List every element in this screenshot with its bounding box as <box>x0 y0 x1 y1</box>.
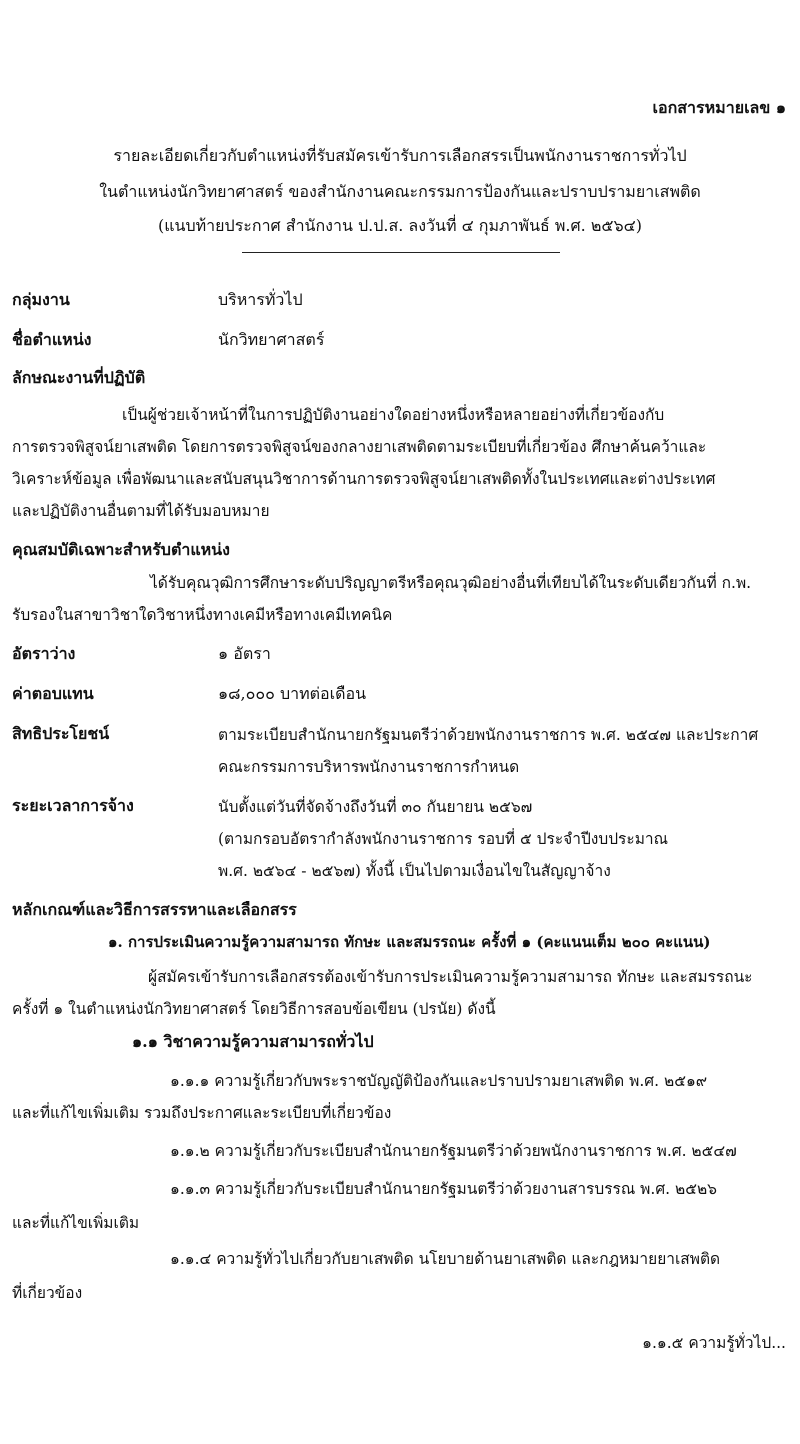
benefits-line-2: คณะกรรมการบริหารพนักงานราชการกำหนด <box>218 758 520 776</box>
header-line-1: รายละเอียดเกี่ยวกับตำแหน่งที่รับสมัครเข้ารับการเลือกสรรเป็นพนักงานราชการทั่วไป <box>113 146 687 165</box>
selection-item-1-desc-2: ครั้งที่ ๑ ในตำแหน่งนักวิทยาศาสตร์ โดยวิธีการสอบข้อเขียน (ปรนัย) ดังนี้ <box>12 1000 496 1018</box>
salary-label: ค่าตอบแทน <box>12 684 94 703</box>
employment-period-label: ระยะเวลาการจ้าง <box>12 796 134 815</box>
position-label: ชื่อตำแหน่ง <box>12 330 92 349</box>
duties-line-1: เป็นผู้ช่วยเจ้าหน้าที่ในการปฏิบัติงานอย่างใดอย่างหนึ่งหรือหลายอย่างที่เกี่ยวข้องกับ <box>122 406 665 424</box>
position-value: นักวิทยาศาสตร์ <box>218 330 325 349</box>
selection-sub-1-3-line-2: และที่แก้ไขเพิ่มเติม <box>12 1214 140 1232</box>
salary-value: ๑๘,๐๐๐ บาทต่อเดือน <box>218 684 367 703</box>
qualification-line-1: ได้รับคุณวุฒิการศึกษาระดับปริญญาตรีหรือคุณวุฒิอย่างอื่นที่เทียบได้ในระดับเดียวกันที่ ก.พ. <box>150 574 752 592</box>
selection-sub-1-3-line-1: ๑.๑.๓ ความรู้เกี่ยวกับระเบียบสำนักนายกรัฐมนตรีว่าด้วยงานสารบรรณ พ.ศ. ๒๕๒๖ <box>170 1180 718 1198</box>
selection-heading: หลักเกณฑ์และวิธีการสรรหาและเลือกสรร <box>12 900 297 919</box>
vacancy-value: ๑ อัตรา <box>218 644 271 663</box>
selection-sub-1-1-line-2: และที่แก้ไขเพิ่มเติม รวมถึงประกาศและระเบียบที่เกี่ยวข้อง <box>12 1104 392 1122</box>
selection-sub-1-1-line-1: ๑.๑.๑ ความรู้เกี่ยวกับพระราชบัญญัติป้องกันและปราบปรามยาเสพติด พ.ศ. ๒๕๑๙ <box>170 1072 708 1090</box>
qualification-line-2: รับรองในสาขาวิชาใดวิชาหนึ่งทางเคมีหรือทางเคมีเทคนิค <box>12 606 393 624</box>
header-line-2: ในตำแหน่งนักวิทยาศาสตร์ ของสำนักงานคณะกรรมการป้องกันและปราบปรามยาเสพติด <box>99 182 701 201</box>
benefits-line-1: ตามระเบียบสำนักนายกรัฐมนตรีว่าด้วยพนักงานราชการ พ.ศ. ๒๕๔๗ และประกาศ <box>218 726 759 744</box>
header-line-3: (แนบท้ายประกาศ สำนักงาน ป.ป.ส. ลงวันที่ ๔ กุมภาพันธ์ พ.ศ. ๒๕๖๔) <box>157 216 643 235</box>
duties-line-2: การตรวจพิสูจน์ยาเสพติด โดยการตรวจพิสูจน์ของกลางยาเสพติดตามระเบียบที่เกี่ยวข้อง ศึกษาค้นคว้าและ <box>12 438 707 456</box>
duties-line-4: และปฏิบัติงานอื่นตามที่ได้รับมอบหมาย <box>12 502 270 520</box>
duties-heading: ลักษณะงานที่ปฏิบัติ <box>12 368 146 387</box>
selection-sub-1: ๑.๑ วิชาความรู้ความสามารถทั่วไป <box>132 1032 374 1051</box>
employment-period-line-2: (ตามกรอบอัตรากำลังพนักงานราชการ รอบที่ ๕ ประจำปีงบประมาณ <box>218 830 668 848</box>
vacancy-label: อัตราว่าง <box>12 644 76 663</box>
selection-sub-1-4-line-1: ๑.๑.๔ ความรู้ทั่วไปเกี่ยวกับยาเสพติด นโยบายด้านยาเสพติด และกฎหมายยาเสพติด <box>170 1250 721 1268</box>
document-number: เอกสารหมายเลข ๑ <box>652 98 786 117</box>
header-divider <box>242 252 560 253</box>
group-label: กลุ่มงาน <box>12 290 70 309</box>
selection-sub-1-4-line-2: ที่เกี่ยวข้อง <box>12 1284 83 1302</box>
duties-line-3: วิเคราะห์ข้อมูล เพื่อพัฒนาและสนับสนุนวิชาการด้านการตรวจพิสูจน์ยาเสพติดทั้งในประเทศและต่างประเทศ <box>12 470 716 488</box>
employment-period-line-3: พ.ศ. ๒๕๖๔ - ๒๕๖๗) ทั้งนี้ เป็นไปตามเงื่อนไขในสัญญาจ้าง <box>218 862 611 880</box>
selection-item-1: ๑. การประเมินความรู้ความสามารถ ทักษะ และสมรรถนะ ครั้งที่ ๑ (คะแนนเต็ม ๒๐๐ คะแนน) <box>108 933 711 951</box>
group-value: บริหารทั่วไป <box>218 290 303 309</box>
selection-sub-1-2: ๑.๑.๒ ความรู้เกี่ยวกับระเบียบสำนักนายกรัฐมนตรีว่าด้วยพนักงานราชการ พ.ศ. ๒๕๔๗ <box>170 1142 737 1160</box>
continuation-text: ๑.๑.๕ ความรู้ทั่วไป... <box>642 1334 786 1352</box>
employment-period-line-1: นับตั้งแต่วันที่จัดจ้างถึงวันที่ ๓๐ กันยายน ๒๕๖๗ <box>218 798 533 816</box>
selection-item-1-desc-1: ผู้สมัครเข้ารับการเลือกสรรต้องเข้ารับการประเมินความรู้ความสามารถ ทักษะ และสมรรถนะ <box>148 968 753 986</box>
qualification-heading: คุณสมบัติเฉพาะสำหรับตำแหน่ง <box>12 540 230 559</box>
benefits-label: สิทธิประโยชน์ <box>12 724 110 743</box>
